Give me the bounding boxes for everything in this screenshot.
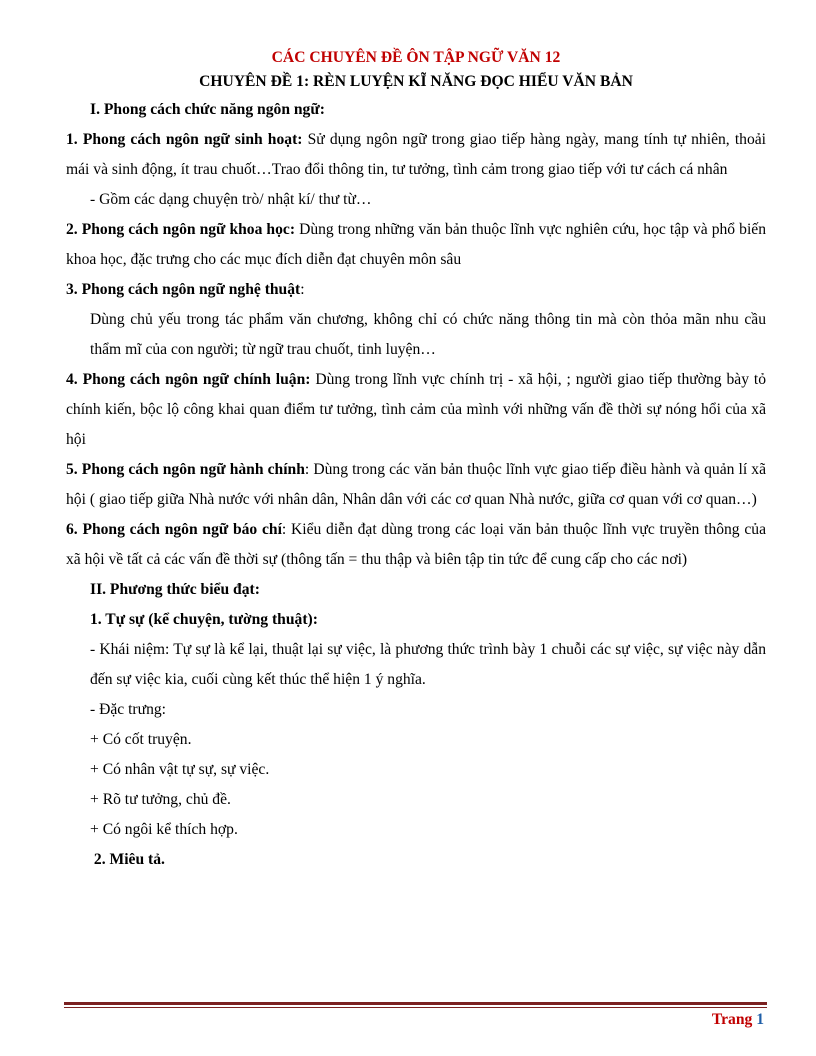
page-number: 1 — [756, 1011, 764, 1028]
subsection-heading-description: 2. Miêu tả. — [90, 851, 165, 868]
paragraph-style-3-heading — [66, 275, 766, 305]
paragraph-style-6 — [66, 515, 766, 575]
section-heading-2: II. Phương thức biểu đạt: — [90, 581, 260, 598]
paragraph-style-4 — [66, 365, 766, 455]
paragraph-style-2 — [66, 215, 766, 275]
style-2-label: 2. Phong cách ngôn ngữ khoa học: — [66, 221, 296, 238]
document-body — [66, 45, 766, 875]
document-title: CÁC CHUYÊN ĐỀ ÔN TẬP NGỮ VĂN 12 — [271, 49, 561, 66]
narrative-feature-item: + Có cốt truyện. — [90, 731, 192, 748]
subsection-heading-narrative: 1. Tự sự (kể chuyện, tường thuật): — [90, 611, 318, 628]
style-1-text: Sử dụng ngôn ngữ trong giao tiếp hàng ngày, mang tính tự nhiên, thoải mái và sinh động, ít trau chuốt…Trao đổi thông tin, tư tưởng, tình cảm trong giao tiếp với tư cách cá nhân — [66, 131, 766, 178]
style-1-label: 1. Phong cách ngôn ngữ sinh hoạt: — [66, 131, 303, 148]
style-4-label: 4. Phong cách ngôn ngữ chính luận: — [66, 371, 311, 388]
paragraph-style-5 — [66, 455, 766, 515]
style-6-label: 6. Phong cách ngôn ngữ báo chí — [66, 521, 282, 538]
style-6-text: : Kiểu diễn đạt dùng trong các loại văn bản thuộc lĩnh vực truyền thông của xã hội về tất cả các vấn đề thời sự (thông tấn = thu thập và biên tập tin tức để cung cấp cho các nơi) — [66, 521, 766, 568]
style-3-colon: : — [300, 281, 305, 298]
document-subtitle: CHUYÊN ĐỀ 1: RÈN LUYỆN KĨ NĂNG ĐỌC HIỂU VĂN BẢN — [199, 73, 633, 90]
section-heading-1: I. Phong cách chức năng ngôn ngữ: — [90, 101, 325, 118]
style-2-text: Dùng trong những văn bản thuộc lĩnh vực nghiên cứu, học tập và phổ biến khoa học, đặc trưng cho các mục đích diễn đạt chuyên môn sâu — [66, 221, 766, 268]
page-label: Trang — [711, 1011, 753, 1028]
style-1-subitem: - Gồm các dạng chuyện trò/ nhật kí/ thư từ… — [90, 191, 372, 208]
style-3-label: 3. Phong cách ngôn ngữ nghệ thuật — [66, 281, 301, 298]
narrative-feature-item: + Rõ tư tưởng, chủ đề. — [90, 791, 231, 808]
footer-divider — [64, 1002, 767, 1005]
style-4-text: Dùng trong lĩnh vực chính trị - xã hội, ; người giao tiếp thường bày tỏ chính kiến, bộc lộ công khai quan điểm tư tưởng, tình cảm của mình với những vấn đề thời sự nóng hổi của xã hội — [66, 371, 766, 448]
narrative-concept: - Khái niệm: Tự sự là kể lại, thuật lại sự việc, là phương thức trình bày 1 chuỗi các sự việc, sự việc này dẫn đến sự việc kia, cuối cùng kết thúc thể hiện 1 ý nghĩa. — [90, 641, 766, 688]
narrative-features-label: - Đặc trưng: — [90, 701, 166, 718]
paragraph-style-1 — [66, 125, 766, 185]
style-5-text: : Dùng trong các văn bản thuộc lĩnh vực giao tiếp điều hành và quản lí xã hội ( giao tiếp giữa Nhà nước với nhân dân, Nhân dân với các cơ quan Nhà nước, giữa cơ quan với cơ quan…) — [66, 461, 766, 508]
page-footer — [712, 1010, 764, 1030]
narrative-feature-item: + Có nhân vật tự sự, sự việc. — [90, 761, 270, 778]
footer-divider-thin — [64, 1007, 767, 1008]
style-5-label: 5. Phong cách ngôn ngữ hành chính — [66, 461, 305, 478]
style-3-text: Dùng chủ yếu trong tác phẩm văn chương, không chỉ có chức năng thông tin mà còn thỏa mãn nhu cầu thẩm mĩ của con người; từ ngữ trau chuốt, tinh luyện… — [90, 311, 766, 358]
narrative-feature-item: + Có ngôi kể thích hợp. — [90, 821, 238, 838]
